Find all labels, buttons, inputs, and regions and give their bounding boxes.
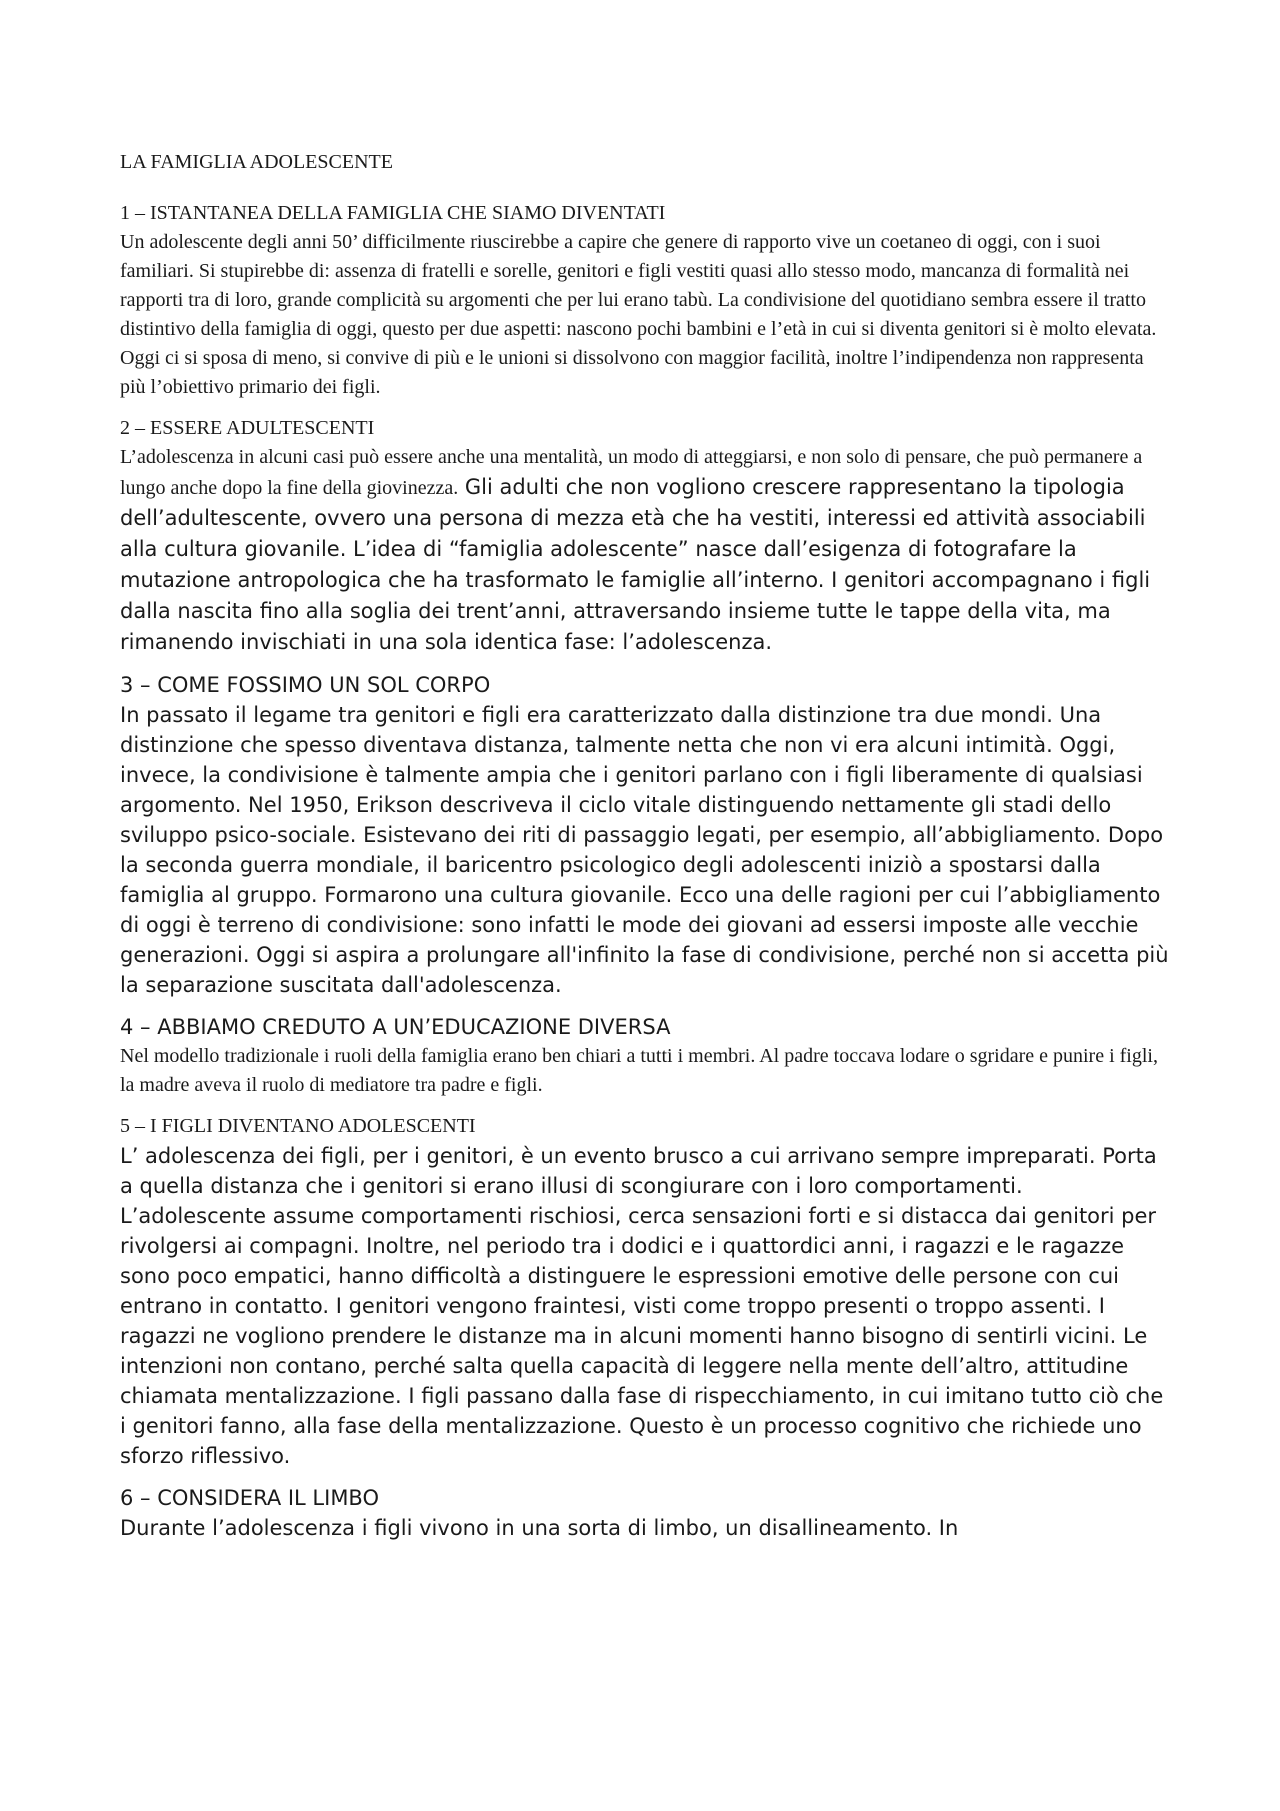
- section-2-heading: 2 – ESSERE ADULTESCENTI: [120, 417, 375, 439]
- section-6-body: Durante l’adolescenza i figli vivono in una sorta di limbo, un disallineamento. In: [120, 1516, 959, 1540]
- section-4: [120, 1012, 1170, 1100]
- section-5-heading: 5 – I FIGLI DIVENTANO ADOLESCENTI: [120, 1115, 476, 1137]
- section-1: [120, 199, 1170, 402]
- section-4-body: Nel modello tradizionale i ruoli della famiglia erano ben chiari a tutti i membri. Al padre toccava lodare o sgridare e punire i figli, la madre aveva il ruolo di mediatore tra padre e figli.: [120, 1045, 1158, 1096]
- document-page: [120, 148, 1170, 1555]
- section-6-heading: 6 – CONSIDERA IL LIMBO: [120, 1486, 380, 1510]
- section-3-body: In passato il legame tra genitori e figli era caratterizzato dalla distinzione tra due mondi. Una distinzione che spesso diventava distanza, talmente netta che non vi era alcuni intimità. Oggi, invece, la condivisione è talmente ampia che i genitori parlano con i figli liberamente di qualsiasi argomento. Nel 1950, Erikson descriveva il ciclo vitale distinguendo nettamente gli stadi dello sviluppo psico-sociale. Esistevano dei riti di passaggio legati, per esempio, all’abbigliamento. Dopo la seconda guerra mondiale, il baricentro psicologico degli adolescenti iniziò a spostarsi dalla famiglia al gruppo. Formarono una cultura giovanile. Ecco una delle ragioni per cui l’abbigliamento di oggi è terreno di condivisione: sono infatti le mode dei giovani ad essersi imposte alle vecchie generazioni. Oggi si aspira a prolungare all'infinito la fase di condivisione, perché non si accetta più la separazione suscitata dall'adolescenza.: [120, 703, 1169, 997]
- section-3-heading: 3 – COME FOSSIMO UN SOL CORPO: [120, 673, 491, 697]
- section-6: [120, 1483, 1170, 1543]
- section-1-heading: 1 – ISTANTANEA DELLA FAMIGLIA CHE SIAMO DIVENTATI: [120, 202, 666, 224]
- section-3: [120, 670, 1170, 1000]
- section-1-body: Un adolescente degli anni 50’ difficilmente riuscirebbe a capire che genere di rapporto vive un coetaneo di oggi, con i suoi familiari. Si stupirebbe di: assenza di fratelli e sorelle, genitori e figli vestiti quasi allo stesso modo, mancanza di formalità nei rapporti tra di loro, grande complicità su argomenti che per lui erano tabù. La condivisione del quotidiano sembra essere il tratto distintivo della famiglia di oggi, questo per due aspetti: nascono pochi bambini e l’età in cui si diventa genitori si è molto elevata. Oggi ci si sposa di meno, si convive di più e le unioni si dissolvono con maggior facilità, inoltre l’indipendenza non rappresenta più l’obiettivo primario dei figli.: [120, 231, 1157, 398]
- document-title: LA FAMIGLIA ADOLESCENTE: [120, 151, 393, 173]
- section-4-heading: 4 – ABBIAMO CREDUTO A UN’EDUCAZIONE DIVERSA: [120, 1015, 671, 1039]
- section-2-body-sans: Gli adulti che non vogliono crescere rappresentano la tipologia dell’adultescente, ovvero una persona di mezza età che ha vestiti, interessi ed attività associabili alla cultura giovanile. L’idea di “famiglia adolescente” nasce dall’esigenza di fotografare la mutazione antropologica che ha trasformato le famiglie all’interno. I genitori accompagnano i figli dalla nascita fino alla soglia dei trent’anni, attraversando insieme tutte le tappe della vita, ma rimanendo invischiati in una sola identica fase: l’adolescenza.: [120, 475, 1151, 654]
- section-2-body-serif: L’adolescenza in alcuni casi può essere anche una mentalità, un modo di atteggiarsi, e non solo di pensare, che può permanere a lungo anche dopo la fine della giovinezza.: [120, 446, 1143, 499]
- section-5: [120, 1112, 1170, 1471]
- section-2-body: [120, 443, 1170, 658]
- section-2: [120, 414, 1170, 658]
- section-5-body: L’ adolescenza dei figli, per i genitori, è un evento brusco a cui arrivano sempre impreparati. Porta a quella distanza che i genitori si erano illusi di scongiurare con i loro comportamenti. L’adolescente assume comportamenti rischiosi, cerca sensazioni forti e si distacca dai genitori per rivolgersi ai compagni. Inoltre, nel periodo tra i dodici e i quattordici anni, i ragazzi e le ragazze sono poco empatici, hanno difficoltà a distinguere le espressioni emotive delle persone con cui entrano in contatto. I genitori vengono fraintesi, visti come troppo presenti o troppo assenti. I ragazzi ne vogliono prendere le distanze ma in alcuni momenti hanno bisogno di sentirli vicini. Le intenzioni non contano, perché salta quella capacità di leggere nella mente dell’altro, attitudine chiamata mentalizzazione. I figli passano dalla fase di rispecchiamento, in cui imitano tutto ciò che i genitori fanno, alla fase della mentalizzazione. Questo è un processo cognitivo che richiede uno sforzo riflessivo.: [120, 1144, 1164, 1468]
